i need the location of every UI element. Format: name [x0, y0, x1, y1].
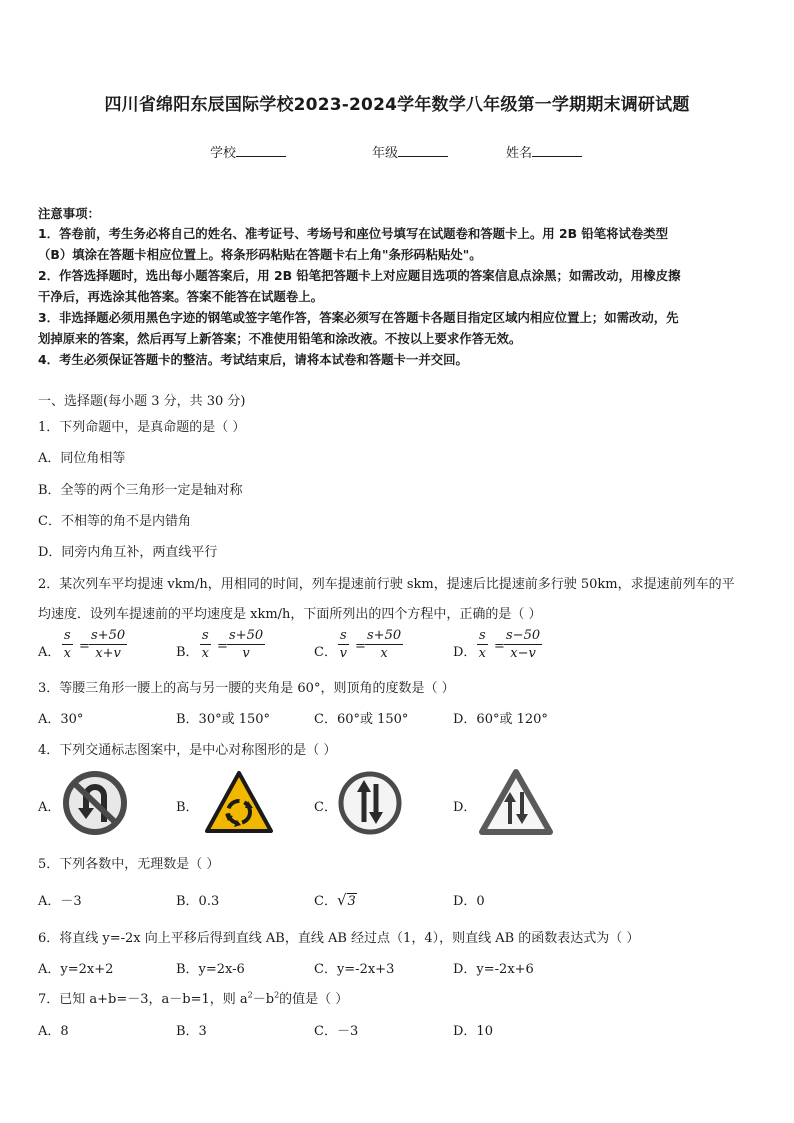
q6-option-b: B．y=2x-6 — [176, 962, 245, 977]
q2-option-b-label: B． — [176, 645, 199, 660]
q5-option-c — [314, 890, 357, 909]
q3-stem: 3．等腰三角形一腰上的高与另一腰的夹角是 60°，则顶角的度数是（ ） — [38, 681, 455, 696]
note-3b: 划掉原来的答案，然后再写上新答案；不准使用铅笔和涂改液。不按以上要求作答无效。 — [38, 331, 522, 346]
fraction: $\frac{s+50}{v}$ — [229, 628, 264, 661]
note-3a: 3．非选择题必须用黑色字迹的钢笔或签字笔作答，答案必须写在答题卡各题目指定区域内相应位置上；如需改动，先 — [38, 310, 679, 325]
q4-option-a-label: A． — [38, 800, 61, 815]
fraction: $\frac{s+50}{x+v}$ — [91, 628, 126, 661]
q7-option-b: B．3 — [176, 1024, 207, 1039]
fraction: $\frac{s}{x}$ — [478, 628, 486, 661]
note-1a: 1．答卷前，考生务必将自己的姓名、准考证号、考场号和座位号填写在试题卷和答题卡上。用 2B 铅笔将试卷类型 — [38, 226, 669, 241]
q7-option-d: D．10 — [453, 1024, 493, 1039]
q4-option-b-label: B． — [176, 800, 199, 815]
two-way-arrows-circle-icon — [335, 770, 405, 836]
q7-option-c: C．－3 — [314, 1024, 359, 1039]
q4-option-d-label: D． — [453, 800, 477, 815]
name-field — [506, 142, 582, 161]
q4-option-c-label: C． — [314, 800, 337, 815]
fraction: $\frac{s+50}{x}$ — [367, 628, 402, 661]
note-4: 4．考生必须保证答题卡的整洁。考试结束后，请将本试卷和答题卡一并交回。 — [38, 352, 468, 367]
section-heading: 一、选择题(每小题 3 分，共 30 分) — [38, 394, 246, 409]
grade-blank — [398, 144, 448, 157]
fraction: $\frac{s}{x}$ — [201, 628, 209, 661]
sqrt-radicand: 3 — [347, 894, 356, 909]
note-2a: 2．作答选择题时，选出每小题答案后，用 2B 铅笔把答题卡上对应题目选项的答案信息点涂黑；如需改动，用橡皮擦 — [38, 268, 681, 283]
sqrt-symbol: √ — [336, 891, 347, 909]
q5-option-d: D．0 — [453, 894, 485, 909]
q5-option-c-label: C． — [314, 894, 337, 909]
q4-stem: 4．下列交通标志图案中，是中心对称图形的是（ ） — [38, 743, 337, 758]
fraction: $\frac{s}{x}$ — [63, 628, 71, 661]
q1-stem: 1．下列命题中，是真命题的是（ ） — [38, 420, 246, 435]
q5-option-b: B．0.3 — [176, 894, 220, 909]
q2-stem-line1: 2．某次列车平均提速 vkm/h，用相同的时间，列车提速前行驶 skm，提速后比提速前多行驶 50km，求提速前列车的平 — [38, 577, 735, 592]
no-u-turn-icon — [60, 770, 130, 836]
q1-option-a: A．同位角相等 — [38, 451, 126, 466]
q3-option-a: A．30° — [38, 712, 84, 727]
name-label: 姓名 — [506, 146, 533, 161]
q6-stem: 6．将直线 y=-2x 向上平移后得到直线 AB，直线 AB 经过点（1，4），则直线 AB 的函数表达式为（ ） — [38, 931, 640, 946]
q2-stem-line2: 均速度．设列车提速前的平均速度是 xkm/h，下面所列出的四个方程中，正确的是（ ） — [38, 607, 542, 622]
page-title: 四川省绵阳东辰国际学校2023-2024学年数学八年级第一学期期末调研试题 — [104, 95, 690, 115]
q1-option-c: C．不相等的角不是内错角 — [38, 514, 191, 529]
q7-option-a: A．8 — [38, 1024, 69, 1039]
roundabout-warning-icon — [204, 770, 274, 834]
q5-option-a: A．－3 — [38, 894, 82, 909]
q1-option-d: D．同旁内角互补，两直线平行 — [38, 545, 218, 560]
q6-option-d: D．y=-2x+6 — [453, 962, 534, 977]
q6-option-c: C．y=-2x+3 — [314, 962, 395, 977]
q6-option-a: A．y=2x+2 — [38, 962, 114, 977]
name-blank — [532, 144, 582, 157]
note-2b: 干净后，再选涂其他答案。答案不能答在试题卷上。 — [38, 289, 323, 304]
q7-stem: 7．已知 a+b=－3，a－b=1，则 $a^2-b^2$的值是（ ） — [38, 990, 349, 1007]
fraction: $\frac{s}{v}$ — [339, 628, 348, 661]
notes-heading: 注意事项： — [38, 206, 100, 221]
q2-option-d-label: D． — [453, 645, 477, 660]
q2-option-a-label: A． — [38, 645, 61, 660]
school-label: 学校 — [210, 146, 237, 161]
q3-option-c: C．60°或 150° — [314, 712, 409, 727]
q2-option-c-label: C． — [314, 645, 337, 660]
school-blank — [236, 144, 286, 157]
school-field — [210, 142, 286, 161]
two-way-traffic-triangle-icon — [478, 768, 554, 836]
grade-label: 年级 — [372, 146, 399, 161]
grade-field — [372, 142, 448, 161]
q3-option-b: B．30°或 150° — [176, 712, 271, 727]
q5-stem: 5．下列各数中，无理数是（ ） — [38, 857, 220, 872]
fraction: $\frac{s-50}{x-v}$ — [506, 628, 541, 661]
q3-option-d: D．60°或 120° — [453, 712, 548, 727]
q1-option-b: B．全等的两个三角形一定是轴对称 — [38, 483, 243, 498]
note-1b: （B）填涂在答题卡相应位置上。将条形码粘贴在答题卡右上角"条形码粘贴处"。 — [38, 247, 482, 262]
